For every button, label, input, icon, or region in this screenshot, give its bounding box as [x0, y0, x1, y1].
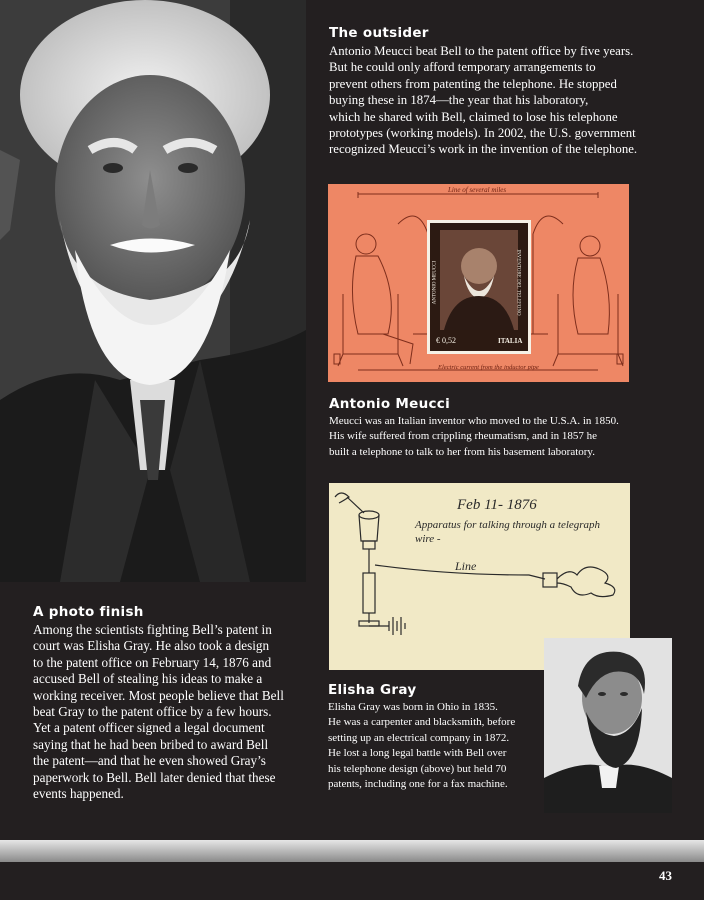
gray-line: He was a carpenter and blacksmith, before [328, 716, 516, 729]
photo-finish-line: to the patent office on February 14, 1876 and [33, 654, 272, 670]
photo-finish-line: accused Bell of stealing his ideas to make a [33, 671, 263, 687]
photo-finish-line: the patent—and that he even showed Gray’s [33, 753, 266, 769]
gray-portrait-photo [544, 638, 672, 813]
outsider-line: prototypes (working models). In 2002, the U.S. government [329, 126, 636, 141]
photo-finish-heading: A photo finish [33, 604, 144, 620]
stamp-current-label: Electric current from the inductor pipe [438, 364, 539, 371]
footer-bar [0, 840, 704, 862]
gray-line: his telephone design (above) but held 70 [328, 762, 507, 775]
photo-finish-line: beat Gray to the patent office by a few hours. [33, 704, 272, 720]
photo-finish-line: saying that he had been bribed to award Bell [33, 736, 269, 752]
gray-line: He lost a long legal battle with Bell over [328, 747, 507, 760]
stamp-country: ITALIA [498, 337, 523, 345]
outsider-heading: The outsider [329, 25, 429, 41]
gray-line: setting up an electrical company in 1872. [328, 731, 510, 744]
sketch-date: Feb 11- 1876 [457, 497, 537, 513]
outsider-section [329, 25, 664, 158]
page-number: 43 [659, 868, 672, 883]
meucci-heading: Antonio Meucci [329, 396, 451, 412]
stamp-line-label: Line of several miles [448, 186, 507, 194]
gray-line: patents, including one for a fax machine. [328, 778, 508, 791]
gray-caption [328, 682, 538, 792]
outsider-line: prevent others from patenting the telephone. He stopped [329, 76, 617, 91]
stamp-value: € 0,52 [436, 336, 456, 345]
gray-line: Elisha Gray was born in Ohio in 1835. [328, 701, 498, 713]
meucci-line: built a telephone to talk to her from his basement laboratory. [329, 445, 595, 458]
photo-finish-line: events happened. [33, 786, 124, 802]
stamp-name-left: ANTONIO MEUCCI [432, 260, 438, 305]
bell-portrait-photo [0, 0, 306, 582]
sketch-caption-line-2: wire - [415, 533, 441, 545]
outsider-paragraph [329, 43, 664, 158]
meucci-caption [329, 396, 649, 460]
photo-finish-line: Yet a patent officer signed a legal document [33, 720, 265, 736]
photo-finish-section [33, 604, 303, 802]
photo-finish-paragraph [33, 622, 303, 802]
photo-finish-line: Among the scientists fighting Bell’s patent in [33, 622, 272, 637]
meucci-stamp-image [328, 184, 629, 382]
meucci-line: Meucci was an Italian inventor who moved to the U.S.A. in 1850. [329, 415, 619, 427]
sketch-line-label: Line [455, 559, 477, 573]
photo-finish-line: paperwork to Bell. Bell later denied that these [33, 769, 276, 785]
outsider-line: which he shared with Bell, claimed to lose his telephone [329, 109, 618, 124]
sketch-caption-line-1: Apparatus for talking through a telegraph [415, 519, 601, 531]
meucci-line: His wife suffered from crippling rheumatism, and in 1857 he [329, 430, 598, 443]
outsider-line: buying these in 1874—the year that his laboratory, [329, 93, 589, 108]
outsider-line: Antonio Meucci beat Bell to the patent office by five years. [329, 44, 634, 58]
outsider-line: But he could only afford temporary arrangements to [329, 60, 596, 75]
meucci-paragraph [329, 414, 649, 460]
stamp-name-right: INVENTORE DEL TELEFONO [515, 249, 521, 316]
gray-paragraph [328, 700, 538, 792]
photo-finish-line: court was Elisha Gray. He also took a design [33, 638, 270, 654]
photo-finish-line: working receiver. Most people believe that Bell [33, 687, 284, 703]
gray-heading: Elisha Gray [328, 682, 417, 698]
outsider-line: recognized Meucci’s work in the invention of the telephone. [329, 142, 638, 157]
